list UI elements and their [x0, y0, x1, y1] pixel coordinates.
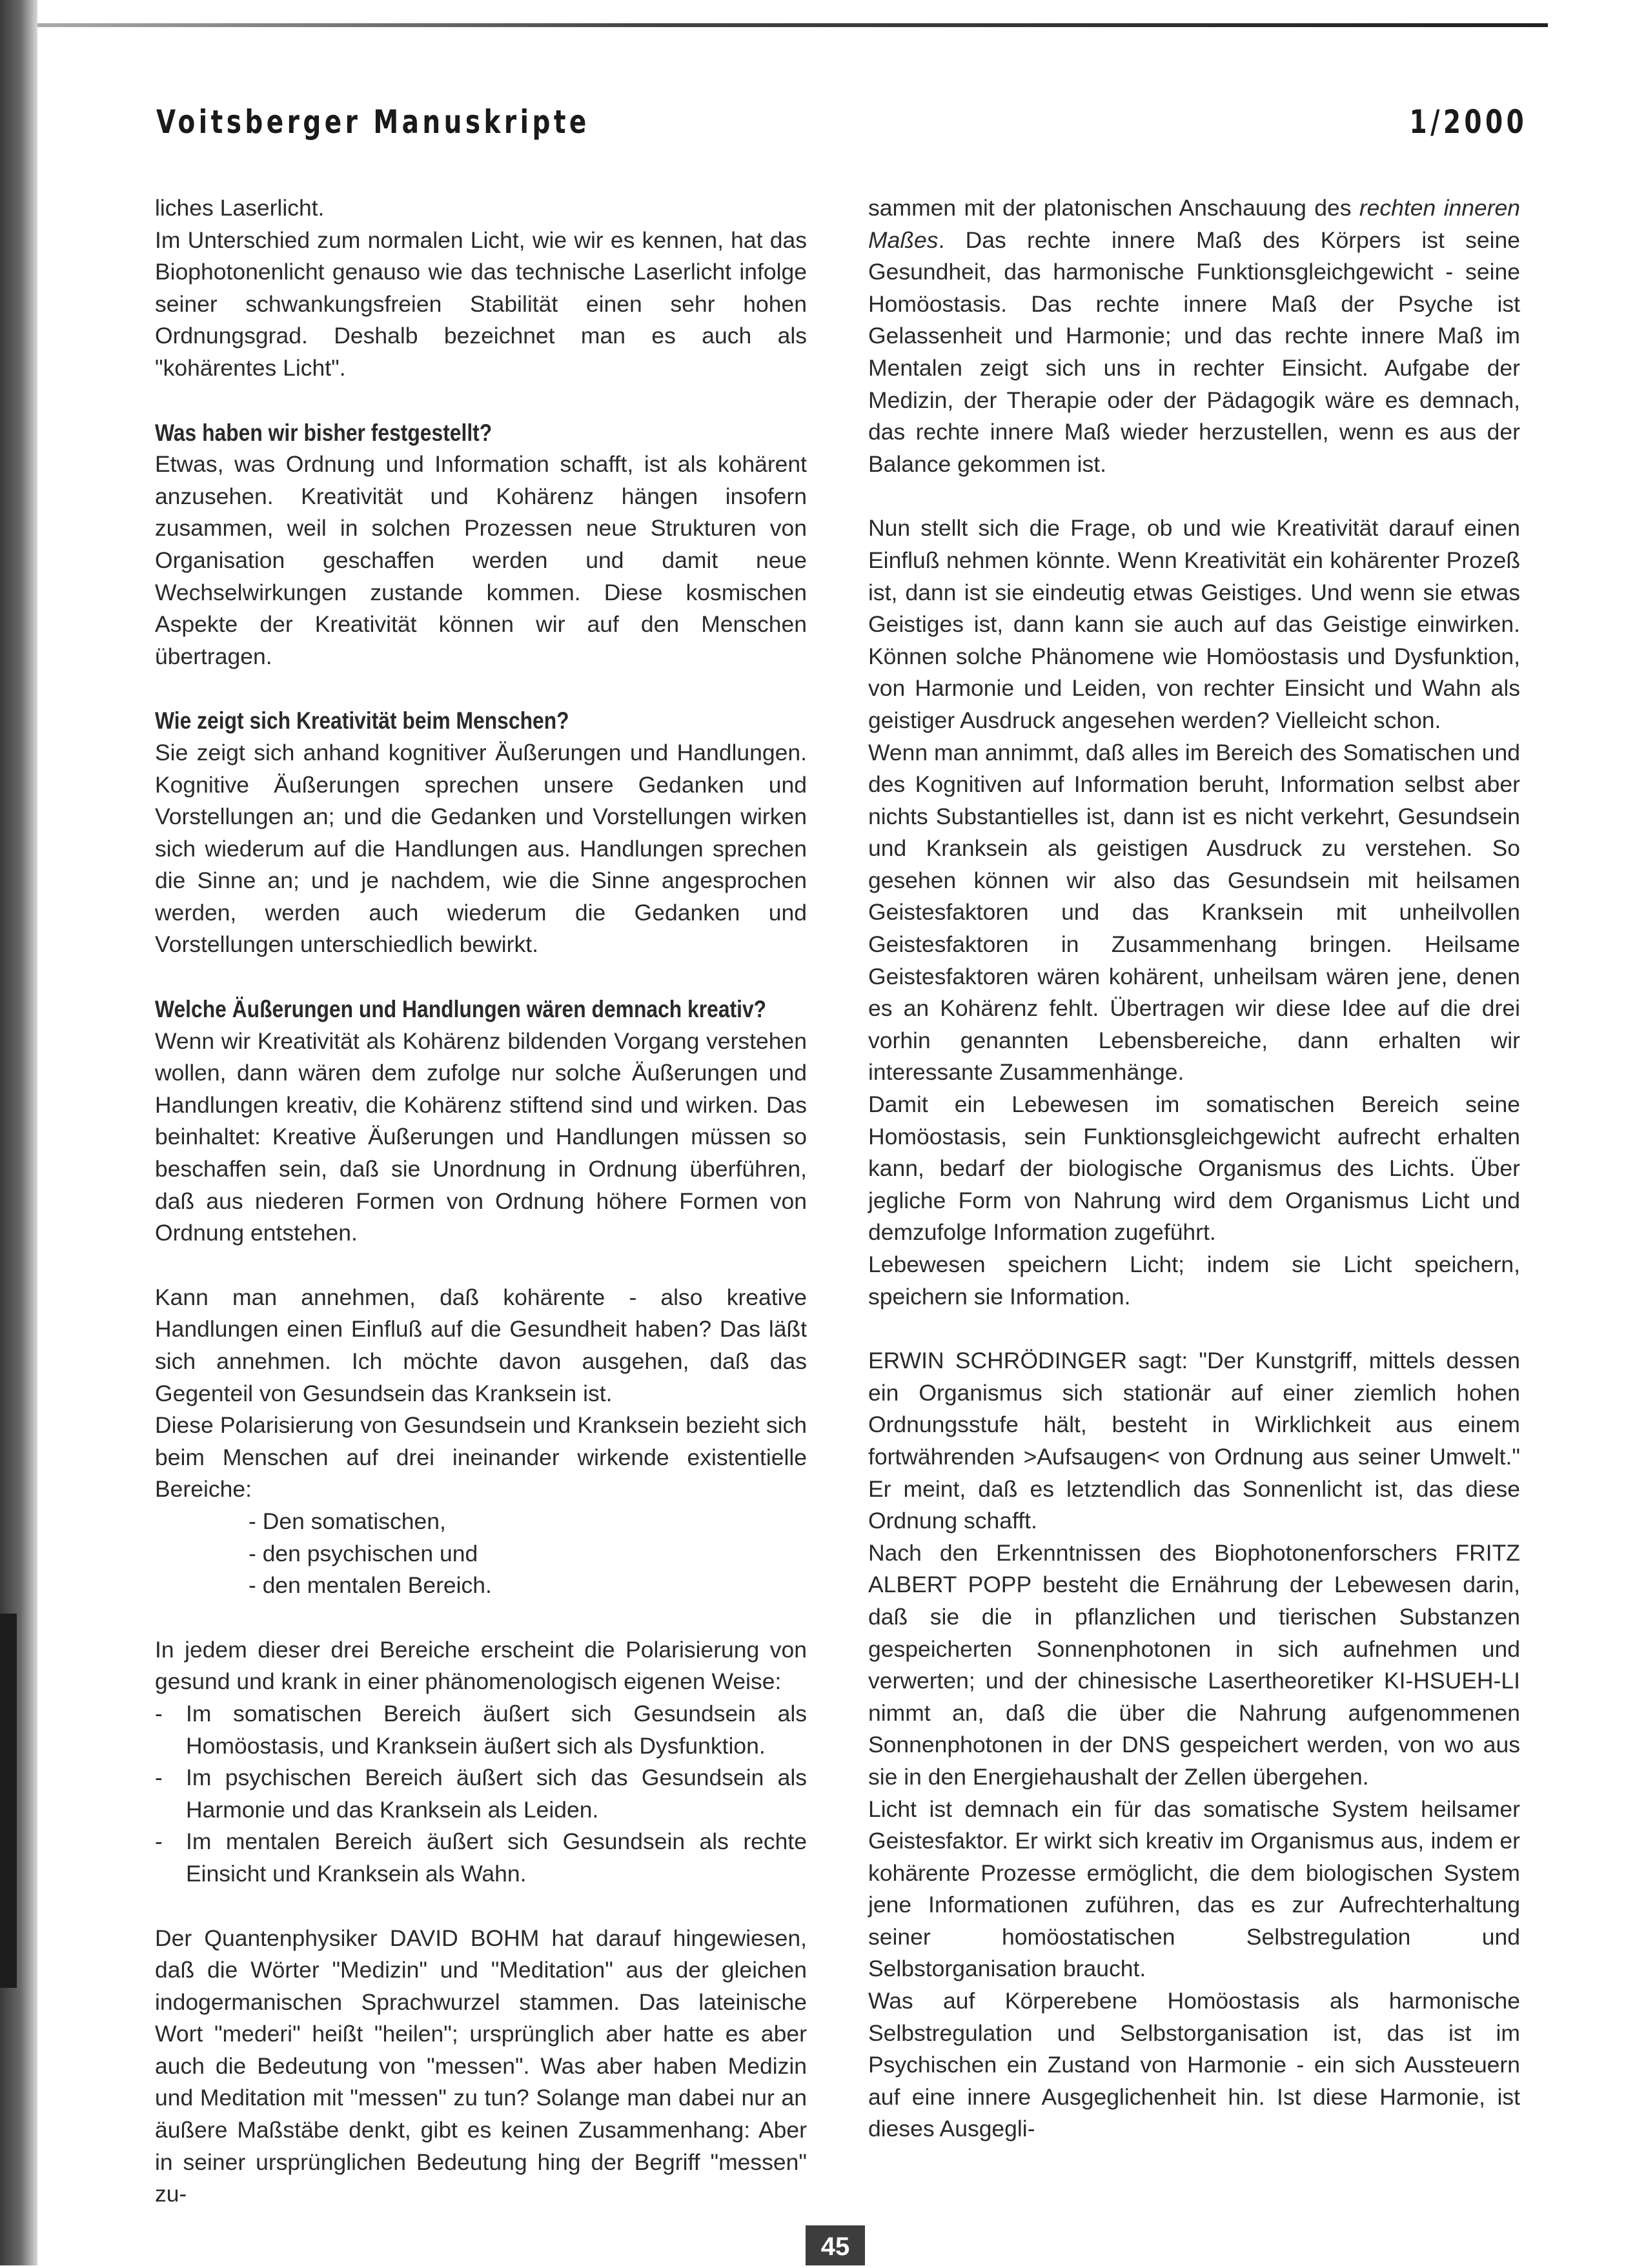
list-item: - den mentalen Bereich. [249, 1570, 807, 1602]
paragraph: Nach den Erkenntnissen des Biophotonenforschers FRITZ ALBERT POPP besteht die Ernährung der Lebewesen darin, daß sie die in pflanzlichen und tierischen Substanzen gespeicherten Sonnenphotonen in sich aufnehmen und verwerten; und der chinesische Lasertheoretiker KI-HSUEH-LI nimmt an, daß die über die Nahrung aufgenommenen Sonnenphotonen in der DNS gespeichert werden, von wo aus sie in den Energiehaushalt der Zellen übergehen. [868, 1539, 1520, 1790]
scan-top-edge [37, 23, 1548, 27]
list-item: - Den somatischen, [249, 1506, 807, 1538]
paragraph: Etwas, was Ordnung und Information schafft, ist als kohärent anzusehen. Kreativität und Kohärenz hängen insofern zusammen, weil in solchen Prozessen neue Strukturen von Organisation geschaffen werden und damit neue Wechselwirkungen zustande kommen. Diese kosmischen Aspekte der Kreativität können wir auf den Menschen übertragen. [155, 451, 807, 669]
paragraph: liches Laserlicht. [155, 195, 325, 221]
section-heading: Was haben wir bisher festgestellt? [155, 419, 493, 446]
paragraph: Wenn man annimmt, daß alles im Bereich des Somatischen und des Kognitiven auf Information beruht, Information selbst aber nichts Substantielles ist, dann ist es nicht verkehrt, Gesundsein und Kranksein als geistigen Ausdruck zu verstehen. So gesehen können wir also das Gesundsein mit heilsamen Geistesfaktoren und das Kranksein mit unheilvollen Geistesfaktoren in Zusammenhang bringen. Heilsame Geistesfaktoren wären kohärent, unheilsam wären jene, denen es an Kohärenz fehlt. Übertragen wir diese Idee auf die drei vorhin genannten Lebensbereiche, dann erhalten wir interessante Zusammenhänge. [868, 739, 1520, 1086]
paragraph: sammen mit der platonischen Anschauung des rechten inneren Maßes. Das rechte innere Maß des Körpers ist seine Gesundheit, das harmonische Funktionsgleichgewicht - seine Homöostasis. Das rechte innere Maß der Psyche ist Gelassenheit und Harmonie; und das rechte innere Maß im Mentalen zeigt sich uns in rechter Einsicht. Aufgabe der Medizin, der Therapie oder der Pädagogik wäre es demnach, das rechte innere Maß wieder herzustellen, wenn es aus der Balance gekommen ist. [868, 195, 1521, 477]
paragraph: Sie zeigt sich anhand kognitiver Äußerungen und Handlungen. Kognitive Äußerungen sprechen unsere Gedanken und Vorstellungen an; und die Gedanken und Vorstellungen wirken sich wiederum auf die Handlungen aus. Handlungen sprechen die Sinne an; und je nachdem, wie die Sinne angesprochen werden, werden auch wiederum die Gedanken und Vorstellungen unterschiedlich bewirkt. [155, 739, 807, 958]
paragraph: Wenn wir Kreativität als Kohärenz bildenden Vorgang verstehen wollen, dann wären dem zufolge nur solche Äußerungen und Handlungen kreativ, die Kohärenz stiftend sind und wirken. Das beinhaltet: Kreative Äußerungen und Handlungen müssen so beschaffen sein, daß sie Unordnung in Ordnung überführen, daß aus niederen Formen von Ordnung höhere Formen von Ordnung entstehen. [155, 1028, 807, 1246]
section-heading: Wie zeigt sich Kreativität beim Menschen? [155, 707, 569, 734]
paragraph: Der Quantenphysiker DAVID BOHM hat darauf hingewiesen, daß die Wörter "Medizin" und "Meditation" aus der gleichen indogermanischen Sprachwurzel stammen. Das lateinische Wort "mederi" heißt "heilen"; ursprünglich aber hatte es aber auch die Bedeutung von "messen". Was aber haben Medizin und Meditation mit "messen" zu tun? Solange man dabei nur an äußere Maßstäbe denkt, gibt es keinen Zusammenhang: Aber in seiner ursprünglichen Bedeutung hing der Begriff "messen" zu- [155, 1925, 807, 2207]
right-column [868, 192, 1520, 2145]
page-number: 45 [806, 2225, 865, 2265]
scan-binding-strip [0, 1614, 17, 1988]
list-item: - Im somatischen Bereich äußert sich Gesundsein als Homöostasis, und Kranksein äußert sich als Dysfunktion. [155, 1698, 807, 1762]
journal-title: Voitsberger Manuskripte [156, 103, 590, 141]
emphasis: rechten inneren Maßes [868, 195, 1521, 253]
running-header [156, 103, 1527, 148]
paragraph: Licht ist demnach ein für das somatische System heilsamer Geistesfaktor. Er wirkt sich kreativ im Organismus aus, indem er kohärente Prozesse ermöglicht, die dem biologischen System jene Informationen zuführen, das es zur Aufrechterhaltung seiner homöostatischen Selbstregulation und Selbstorganisation braucht. [868, 1796, 1520, 1982]
paragraph: ERWIN SCHRÖDINGER sagt: "Der Kunstgriff, mittels dessen ein Organismus sich stationär auf einer ziemlich hohen Ordnungsstufe hält, besteht in Wirklichkeit aus einem fortwährenden >Aufsaugen< von Ordnung aus seiner Umwelt." Er meint, daß es letztendlich das Sonnenlicht ist, das diese Ordnung schafft. [868, 1348, 1520, 1534]
paragraph: Im Unterschied zum normalen Licht, wie wir es kennen, hat das Biophotonenlicht genauso wie das technische Laserlicht infolge seiner schwankungsfreien Stabilität einen sehr hohen Ordnungsgrad. Deshalb bezeichnet man es auch als "kohärentes Licht". [155, 227, 807, 381]
polarisation-list [155, 1698, 807, 1890]
areas-list [155, 1506, 807, 1602]
list-item: - den psychischen und [249, 1538, 807, 1570]
paragraph: In jedem dieser drei Bereiche erscheint die Polarisierung von gesund und krank in einer phänomenologisch eigenen Weise: [155, 1636, 807, 1695]
paragraph: Kann man annehmen, daß kohärente - also kreative Handlungen einen Einfluß auf die Gesundheit haben? Das läßt sich annehmen. Ich möchte davon ausgehen, daß das Gegenteil von Gesundsein das Kranksein ist. [155, 1284, 807, 1406]
section-heading: Welche Äußerungen und Handlungen wären demnach kreativ? [155, 996, 767, 1023]
issue-number: 1/2000 [1409, 103, 1527, 141]
paragraph: Damit ein Lebewesen im somatischen Bereich seine Homöostasis, sein Funktionsgleichgewicht aufrecht erhalten kann, bedarf der biologische Organismus des Lichts. Über jegliche Form von Nahrung wird dem Organismus Licht und demzufolge Information zugeführt. [868, 1091, 1520, 1246]
paragraph: Diese Polarisierung von Gesundsein und Kranksein bezieht sich beim Menschen auf drei ineinander wirkende existentielle Bereiche: [155, 1412, 807, 1503]
list-item: - Im mentalen Bereich äußert sich Gesundsein als rechte Einsicht und Kranksein als Wahn. [155, 1826, 807, 1890]
paragraph: Was auf Körperebene Homöostasis als harmonische Selbstregulation und Selbstorganisation ist, das ist im Psychischen ein Zustand von Harmonie - ein sich Aussteuern auf eine innere Ausgeglichenheit hin. Ist diese Harmonie, ist dieses Ausgegli- [868, 1988, 1520, 2142]
list-item: - Im psychischen Bereich äußert sich das Gesundsein als Harmonie und das Kranksein als Leiden. [155, 1762, 807, 1826]
paragraph: Lebewesen speichern Licht; indem sie Licht speichern, speichern sie Information. [868, 1251, 1520, 1310]
paragraph: Nun stellt sich die Frage, ob und wie Kreativität darauf einen Einfluß nehmen könnte. Wenn Kreativität ein kohärenter Prozeß ist, dann ist sie eindeutig etwas Geistiges. Und wenn sie etwas Geistiges ist, dann kann sie auch auf das Geistige einwirken. Können solche Phänomene wie Homöostasis und Dysfunktion, von Harmonie und Leiden, von rechter Einsicht und Wahn als geistiger Ausdruck angesehen werden? Vielleicht schon. [868, 515, 1520, 733]
left-column [155, 192, 807, 2211]
